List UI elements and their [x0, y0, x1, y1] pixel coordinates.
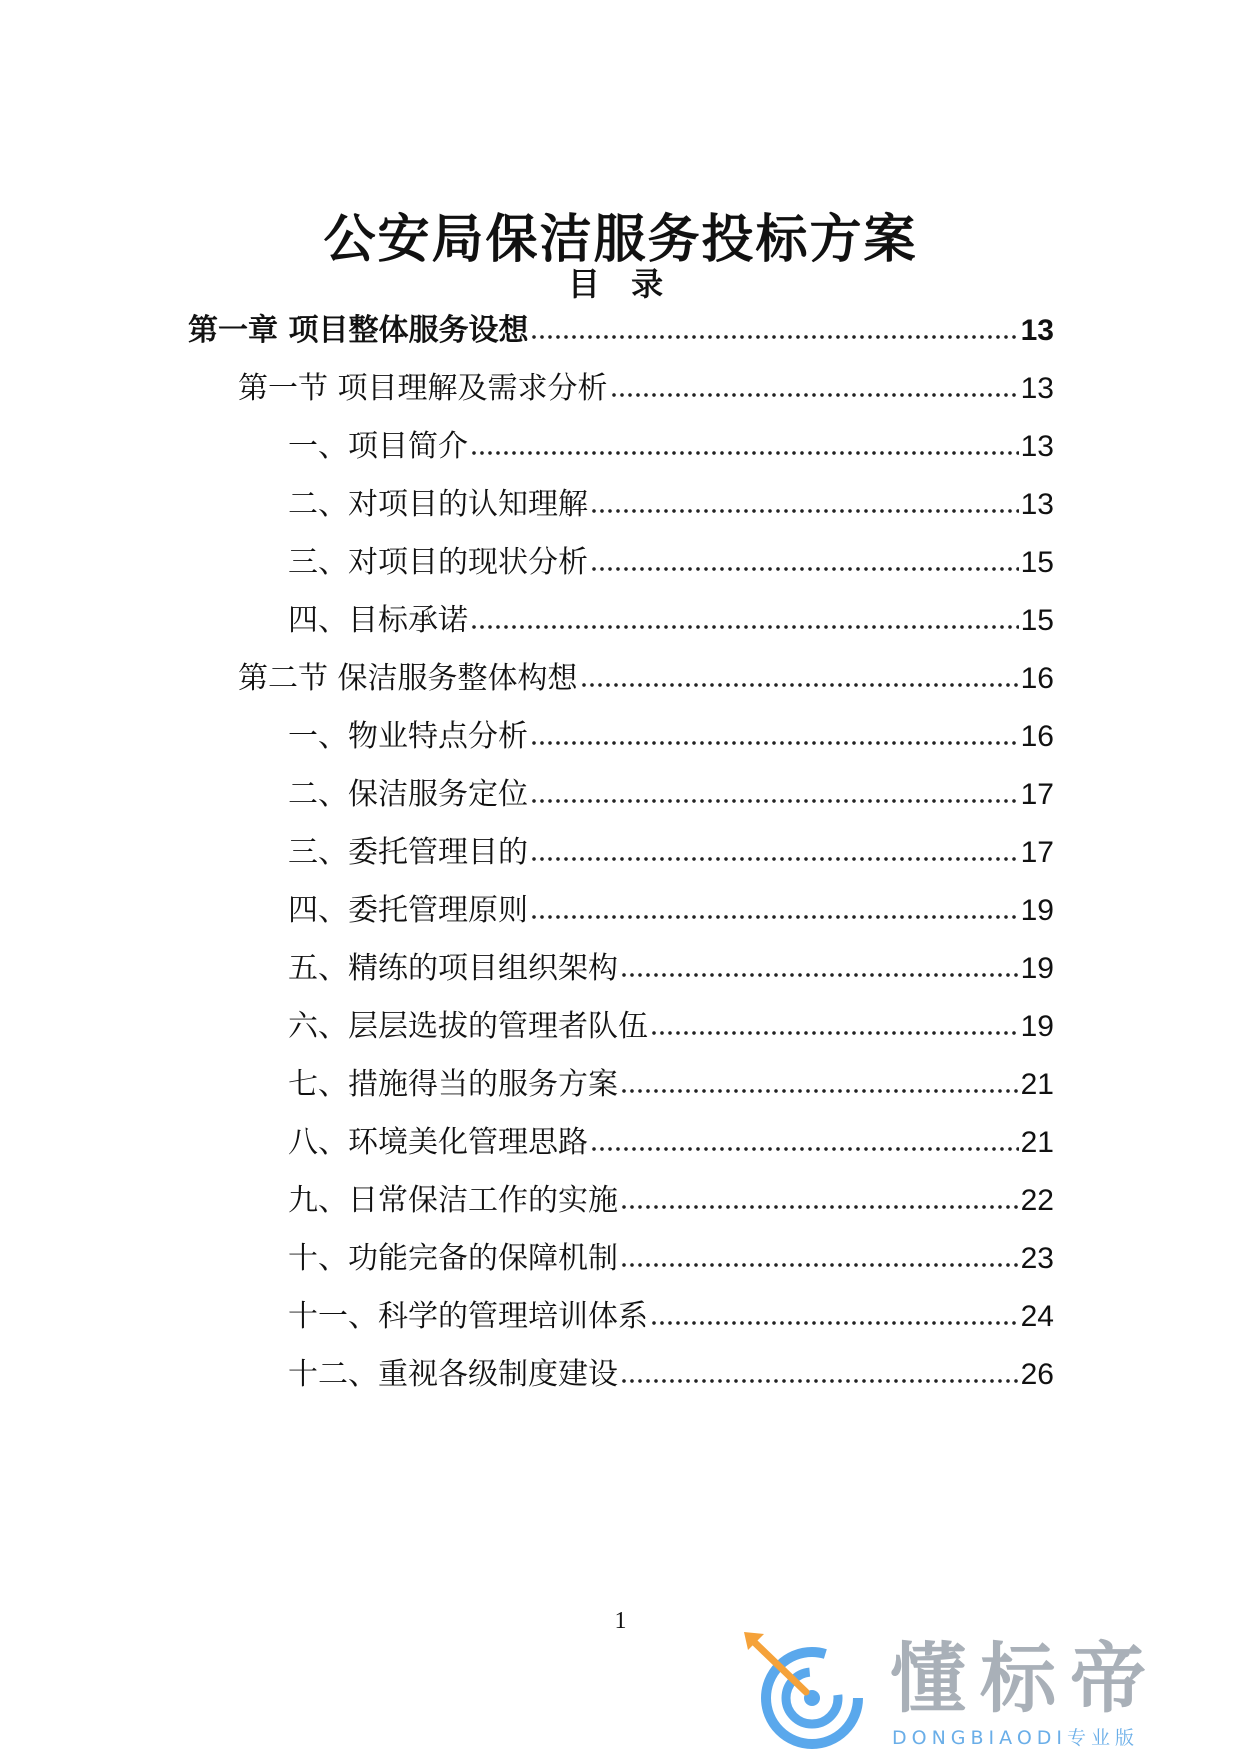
toc-entry[interactable] [288, 773, 1054, 817]
toc-entry-page-number: 13 [1020, 372, 1054, 405]
toc-entry-label: 十二、重视各级制度建设 [288, 1357, 618, 1392]
toc-dot-leader [530, 854, 1019, 864]
toc-entry[interactable] [288, 1121, 1054, 1165]
toc-entry-label: 二、对项目的认知理解 [288, 487, 588, 522]
toc-entry[interactable] [288, 1005, 1054, 1049]
toc-dot-leader [620, 970, 1019, 980]
toc-entry[interactable] [288, 1237, 1054, 1281]
toc-dot-leader [590, 506, 1019, 516]
toc-entry-page-number: 17 [1020, 836, 1054, 869]
toc-entry-page-number: 21 [1020, 1126, 1054, 1159]
toc-dot-leader [620, 1202, 1019, 1212]
toc-entry-label: 一、物业特点分析 [288, 719, 528, 754]
toc-dot-leader [610, 390, 1019, 400]
toc-entry[interactable] [288, 831, 1054, 875]
toc-dot-leader [620, 1260, 1019, 1270]
document-title: 公安局保洁服务投标方案 [323, 209, 918, 270]
toc-entry[interactable] [288, 1063, 1054, 1107]
toc-entry[interactable] [288, 715, 1054, 759]
toc-dot-leader [530, 912, 1019, 922]
toc-entry-label: 九、日常保洁工作的实施 [288, 1183, 618, 1218]
toc-entry[interactable] [288, 1179, 1054, 1223]
toc-entry-page-number: 24 [1020, 1300, 1054, 1333]
toc-heading: 目 录 [567, 265, 674, 303]
toc-entry[interactable] [288, 541, 1054, 585]
toc-entry-page-number: 15 [1020, 546, 1054, 579]
toc-entry-page-number: 23 [1020, 1242, 1054, 1275]
toc-entry-page-number: 19 [1020, 894, 1054, 927]
target-arrow-icon [740, 1630, 880, 1754]
toc-dot-leader [650, 1318, 1019, 1328]
toc-entry-label: 七、措施得当的服务方案 [288, 1067, 618, 1102]
toc-entry-label: 五、精练的项目组织架构 [288, 951, 618, 986]
toc-entry-label: 三、对项目的现状分析 [288, 545, 588, 580]
toc-entry-page-number: 13 [1020, 430, 1054, 463]
toc-entry-label: 十一、科学的管理培训体系 [288, 1299, 648, 1334]
toc-entry[interactable] [288, 425, 1054, 469]
toc-entry-page-number: 16 [1020, 662, 1054, 695]
toc-entry-page-number: 22 [1020, 1184, 1054, 1217]
toc-entry[interactable] [238, 657, 1054, 701]
page-number: 1 [614, 1608, 627, 1634]
toc-dot-leader [590, 564, 1019, 574]
toc-entry-page-number: 26 [1020, 1358, 1054, 1391]
toc-entry-label: 八、环境美化管理思路 [288, 1125, 588, 1160]
toc-dot-leader [470, 448, 1019, 458]
toc-entry-label: 六、层层选拔的管理者队伍 [288, 1009, 648, 1044]
toc-entry[interactable] [288, 1353, 1054, 1397]
toc-entry-label: 一、项目简介 [288, 429, 468, 464]
toc-entry-page-number: 13 [1020, 488, 1054, 521]
toc-entry-label: 第一章 项目整体服务设想 [188, 313, 529, 348]
toc-dot-leader [530, 796, 1019, 806]
toc-dot-leader [580, 680, 1019, 690]
toc-entry-page-number: 19 [1020, 952, 1054, 985]
toc-entry-label: 四、委托管理原则 [288, 893, 528, 928]
toc-entry[interactable] [288, 599, 1054, 643]
toc-dot-leader [530, 738, 1019, 748]
toc-entry[interactable] [288, 889, 1054, 933]
toc-entry-label: 三、委托管理目的 [288, 835, 528, 870]
watermark-brand-name: 懂标帝 [890, 1634, 1160, 1723]
toc-entry-label: 二、保洁服务定位 [288, 777, 528, 812]
toc-entry-label: 第一节 项目理解及需求分析 [238, 371, 608, 406]
toc-entry-label: 第二节 保洁服务整体构想 [238, 661, 578, 696]
watermark [740, 1630, 1240, 1754]
toc-entry[interactable] [288, 483, 1054, 527]
toc-entry[interactable] [238, 367, 1054, 411]
toc-entry-page-number: 19 [1020, 1010, 1054, 1043]
toc-entry-page-number: 17 [1020, 778, 1054, 811]
toc-entry-page-number: 21 [1020, 1068, 1054, 1101]
toc-dot-leader [620, 1376, 1019, 1386]
toc-dot-leader [620, 1086, 1019, 1096]
toc-entry-label: 十、功能完备的保障机制 [288, 1241, 618, 1276]
toc-entry-label: 四、目标承诺 [288, 603, 468, 638]
toc-entry[interactable] [188, 309, 1054, 353]
toc-entry-page-number: 15 [1020, 604, 1054, 637]
toc-entry-page-number: 13 [1020, 314, 1054, 347]
toc-entry[interactable] [288, 947, 1054, 991]
toc-dot-leader [650, 1028, 1019, 1038]
toc-entry-page-number: 16 [1020, 720, 1054, 753]
toc-entry[interactable] [288, 1295, 1054, 1339]
toc-dot-leader [470, 622, 1019, 632]
watermark-subtitle: DONGBIAODI专业版 [892, 1727, 1140, 1749]
toc-dot-leader [530, 332, 1018, 342]
toc-dot-leader [590, 1144, 1019, 1154]
